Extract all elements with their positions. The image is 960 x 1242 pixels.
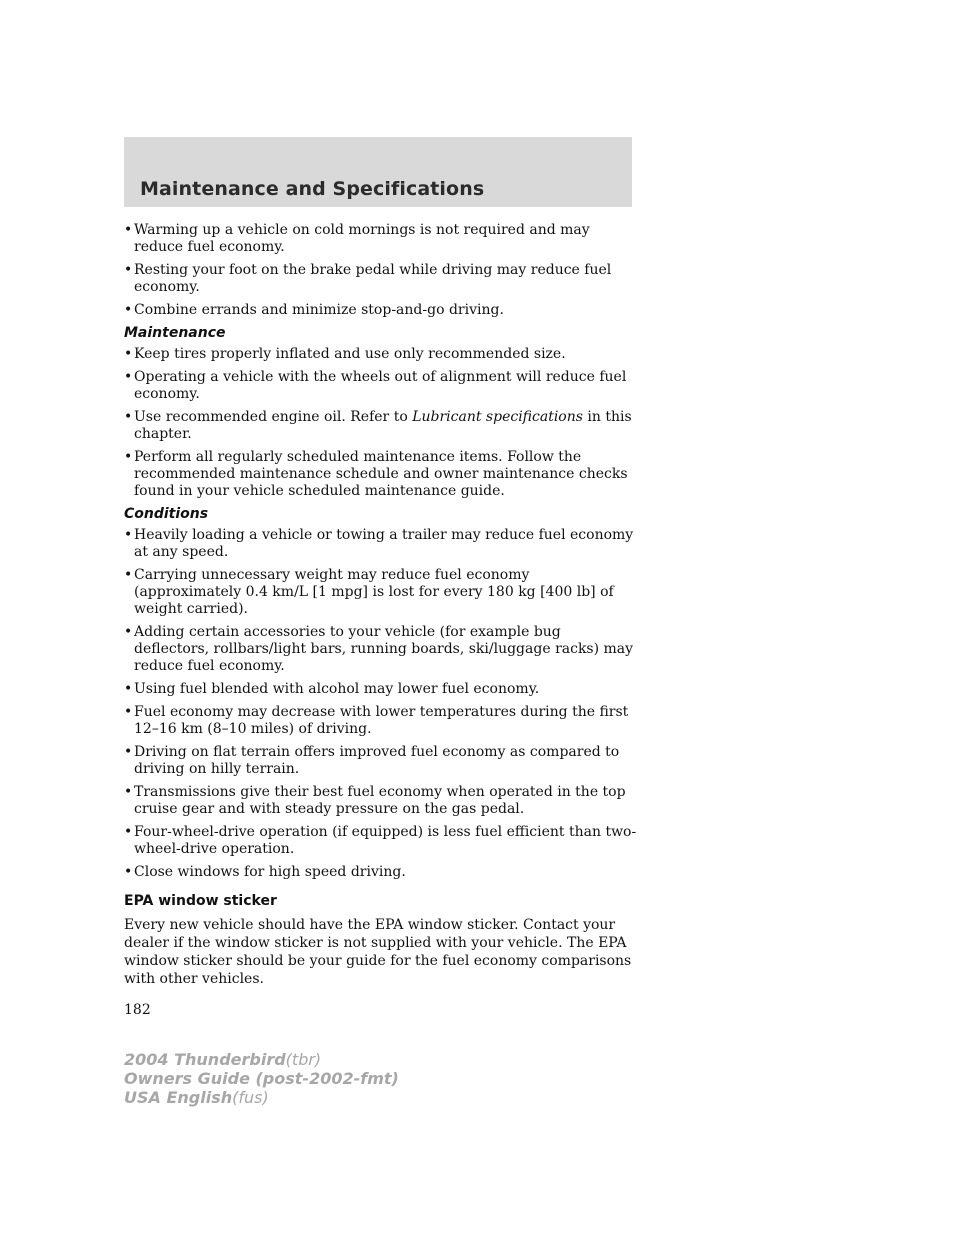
footer-model-code: (tbr) [285, 1050, 322, 1069]
conditions-heading: Conditions [124, 506, 209, 522]
maintenance-bullet-list [124, 346, 639, 500]
epa-window-sticker-heading: EPA window sticker [124, 893, 277, 909]
footer-guide: Owners Guide (post-2002-fmt) [124, 1069, 399, 1088]
list-item: • Carrying unnecessary weight may reduce fuel economy (approximately 0.4 km/L [1 mpg] is lost for every 180 kg [400 lb] of weight carried). [124, 567, 639, 618]
list-item: • Operating a vehicle with the wheels out of alignment will reduce fuel economy. [124, 369, 639, 403]
list-item: • Using fuel blended with alcohol may lower fuel economy. [124, 681, 639, 698]
maintenance-heading: Maintenance [124, 325, 226, 341]
list-item: • Fuel economy may decrease with lower temperatures during the first 12–16 km (8–10 miles) of driving. [124, 704, 639, 738]
list-item-text: in this chapter. [134, 409, 632, 442]
list-item: • Transmissions give their best fuel economy when operated in the top cruise gear and with steady pressure on the gas pedal. [124, 784, 639, 818]
epa-paragraph: Every new vehicle should have the EPA window sticker. Contact your dealer if the window sticker is not supplied with your vehicle. The EPA window sticker should be your guide for the fuel economy comparisons with other vehicles. [124, 917, 632, 987]
conditions-bullet-list [124, 527, 639, 881]
list-item: • Combine errands and minimize stop-and-go driving. [124, 302, 639, 319]
list-item: • Warming up a vehicle on cold mornings is not required and may reduce fuel economy. [124, 222, 639, 256]
footer-line [124, 1050, 399, 1069]
intro-bullet-list [124, 222, 639, 319]
page-number: 182 [124, 1002, 151, 1018]
lubricant-specifications-reference: Lubricant specifications [412, 409, 583, 425]
footer-language-code: (fus) [232, 1088, 269, 1107]
list-item: • Close windows for high speed driving. [124, 864, 639, 881]
list-item: • Keep tires properly inflated and use only recommended size. [124, 346, 639, 363]
list-item [124, 409, 639, 443]
list-item: • Resting your foot on the brake pedal while driving may reduce fuel economy. [124, 262, 639, 296]
footer-line [124, 1088, 399, 1107]
footer-language: USA English [124, 1088, 233, 1107]
list-item: • Four-wheel-drive operation (if equipped) is less fuel efficient than two-wheel-drive operation. [124, 824, 639, 858]
list-item: • Perform all regularly scheduled maintenance items. Follow the recommended maintenance schedule and owner maintenance checks found in your vehicle scheduled maintenance guide. [124, 449, 639, 500]
list-item: • Heavily loading a vehicle or towing a trailer may reduce fuel economy at any speed. [124, 527, 639, 561]
footer-line [124, 1069, 399, 1088]
page-title: Maintenance and Specifications [140, 178, 485, 200]
list-item: • Driving on flat terrain offers improved fuel economy as compared to driving on hilly terrain. [124, 744, 639, 778]
footer-model: 2004 Thunderbird [124, 1050, 286, 1069]
list-item: • Adding certain accessories to your vehicle (for example bug deflectors, rollbars/light bars, running boards, ski/luggage racks) may reduce fuel economy. [124, 624, 639, 675]
list-item-text: Use recommended engine oil. Refer to [134, 409, 413, 425]
document-footer [124, 1050, 399, 1107]
page-content [124, 222, 639, 1019]
